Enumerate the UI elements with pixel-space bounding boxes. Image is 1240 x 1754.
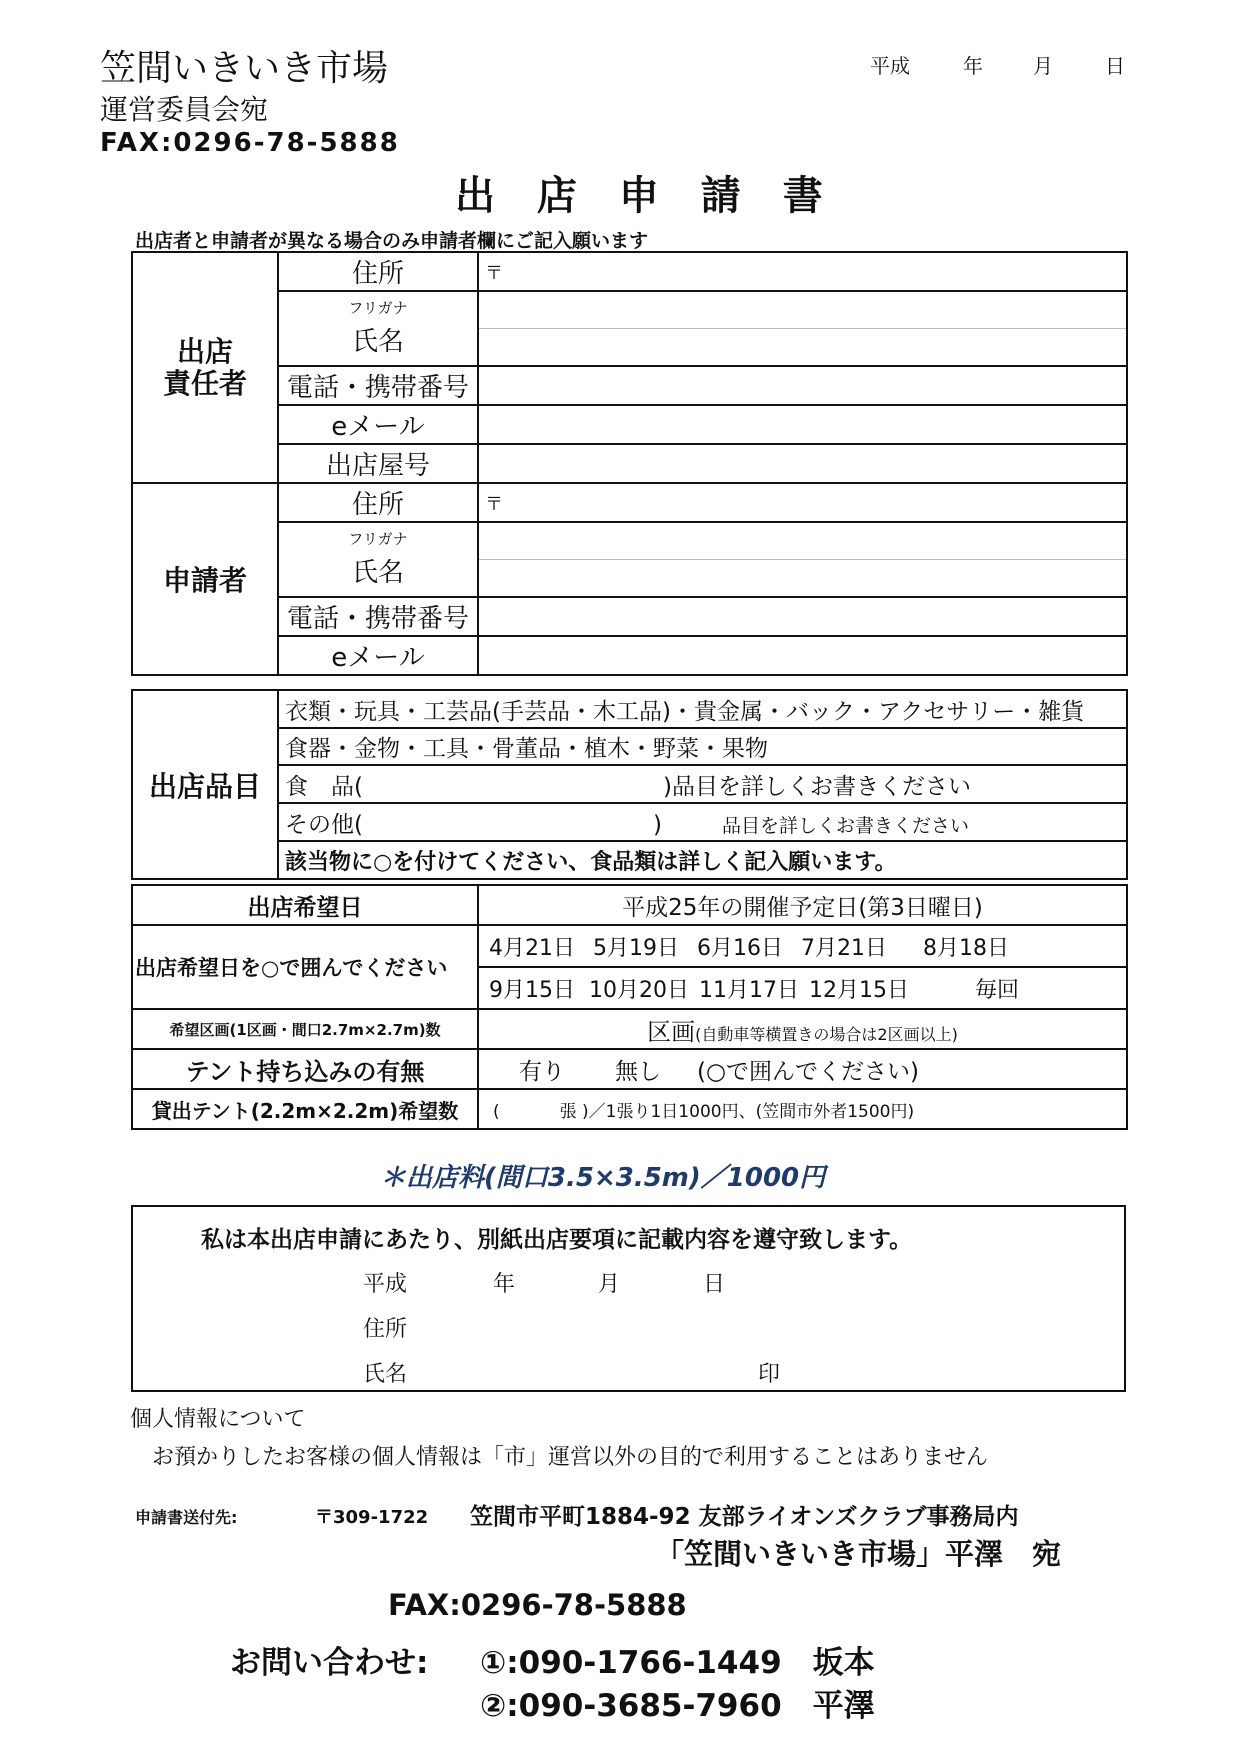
schedule-circle-label: 出店希望日を○で囲んでください [132,925,478,1009]
applicant-furigana-field[interactable] [478,522,1127,559]
applicant-email-field[interactable] [478,636,1127,675]
agreement-day: 日 [703,1272,726,1297]
header-date-day: 日 [1105,54,1125,78]
agreement-address-label: 住所 [363,1317,408,1342]
exhibitor-phone-label: 電話・携帯番号 [278,366,478,405]
schedule-table [131,884,1128,1130]
exhibitor-name-label [278,291,478,366]
applicant-name-text: 氏名 [351,557,404,588]
contact-2: ②:090-3685-7960 平澤 [480,1688,875,1724]
food-prefix: 食 品( [285,773,363,800]
plot-unit: 区画 [647,1017,696,1046]
items-section-label: 出店品目 [132,690,278,879]
applicant-section-label: 申請者 [132,483,278,675]
date-option[interactable]: 12月15日 [809,977,909,1003]
date-option[interactable]: 8月18日 [923,935,1009,961]
tent-field [478,1049,1127,1089]
fee-note: ＊出店料(間口3.5×3.5m)／1000円 [380,1163,826,1193]
exhibitor-label-line2: 責任者 [162,366,247,400]
tent-label: テント持ち込みの有無 [132,1049,478,1089]
exhibitor-label-line1: 出店 [176,334,233,368]
privacy-title: 個人情報について [130,1407,306,1432]
items-row-tools[interactable]: 食器・金物・工具・骨董品・植木・野菜・果物 [278,728,1127,765]
rental-tent-field[interactable] [478,1089,1127,1129]
send-to-postal: 〒309-1722 [315,1507,429,1528]
exhibitor-name-field[interactable] [478,328,1127,366]
plot-note: (自動車等横置きの場合は2区画以上) [695,1024,958,1044]
agreement-box [131,1205,1126,1392]
items-instruction: 該当物に○を付けてください、食品類は詳しく記入願います。 [278,841,1127,879]
exhibitor-section-label [132,252,278,483]
contact-table [131,251,1128,676]
schedule-header-value: 平成25年の開催予定日(第3日曜日) [478,885,1127,925]
exhibitor-phone-field[interactable] [478,366,1127,405]
market-name: 笠間いきいき市場 [100,48,389,89]
header-date-month: 月 [1033,54,1053,78]
agreement-seal-label: 印 [758,1362,781,1387]
rental-tent-label: 貸出テント(2.2m×2.2m)希望数 [132,1089,478,1129]
header-date-year: 年 [963,54,983,78]
schedule-dates-row2 [478,967,1127,1009]
postal-mark: 〒 [485,493,503,515]
agreement-month: 月 [598,1272,621,1297]
items-row-general[interactable]: 衣類・玩具・工芸品(手芸品・木工品)・貴金属・バック・アクセサリー・雑貨 [278,690,1127,728]
date-option-every-time[interactable]: 毎回 [975,977,1020,1003]
date-option[interactable]: 7月21日 [801,935,887,961]
contact-1: ①:090-1766-1449 坂本 [480,1645,875,1681]
applicant-phone-label: 電話・携帯番号 [278,597,478,636]
send-to-recipient: 「笠間いきいき市場」平澤 宛 [655,1537,1062,1571]
footer-fax: FAX:0296-78-5888 [388,1588,687,1622]
addressee: 運営委員会宛 [100,93,269,126]
exhibitor-name-text: 氏名 [351,326,404,357]
date-option[interactable]: 10月20日 [589,977,689,1003]
applicant-address-field[interactable] [478,483,1127,522]
schedule-header-label: 出店希望日 [132,885,478,925]
privacy-text: お預かりしたお客様の個人情報は「市」運営以外の目的で利用することはありません [152,1445,989,1470]
exhibitor-furigana-label: フリガナ [348,298,408,317]
header-date-era: 平成 [870,54,910,78]
exhibitor-shop-name-label: 出店屋号 [278,444,478,483]
agreement-name-label: 氏名 [363,1362,408,1387]
exhibitor-shop-name-field[interactable] [478,444,1127,483]
rental-value: 張 )／1張り1日1000円、(笠間市外者1500円) [559,1101,915,1122]
items-row-other[interactable] [278,803,1127,841]
contact-label: お問い合わせ: [230,1645,429,1681]
date-option[interactable]: 11月17日 [699,977,799,1003]
exhibitor-furigana-field[interactable] [478,291,1127,328]
tent-note: (○で囲んでください) [697,1058,920,1085]
food-suffix: )品目を詳しくお書きください [662,773,971,800]
tent-yes-option[interactable]: 有り [519,1058,565,1085]
exhibitor-email-field[interactable] [478,405,1127,444]
other-close: ) [652,811,662,838]
agreement-year: 年 [493,1272,516,1297]
rental-open: ( [493,1101,500,1122]
items-table [131,689,1128,880]
exhibitor-email-label: eメール [278,405,478,444]
schedule-dates-row1 [478,925,1127,967]
send-to-address: 笠間市平町1884-92 友部ライオンズクラブ事務局内 [470,1504,1019,1530]
plot-field[interactable] [478,1009,1127,1049]
agreement-era: 平成 [363,1272,408,1297]
applicant-address-label: 住所 [278,483,478,522]
other-prefix: その他( [285,811,363,838]
header-fax: FAX:0296-78-5888 [100,128,400,158]
postal-mark: 〒 [485,262,503,284]
items-row-food[interactable] [278,765,1127,803]
applicant-email-label: eメール [278,636,478,675]
applicant-name-field[interactable] [478,559,1127,597]
date-option[interactable]: 4月21日 [489,935,575,961]
date-option[interactable]: 5月19日 [593,935,679,961]
other-suffix: 品目を詳しくお書きください [721,814,969,837]
applicant-name-label [278,522,478,597]
date-option[interactable]: 9月15日 [489,977,575,1003]
applicant-furigana-label: フリガナ [348,529,408,548]
tent-no-option[interactable]: 無し [615,1058,661,1085]
exhibitor-address-label: 住所 [278,252,478,291]
agreement-statement: 私は本出店申請にあたり、別紙出店要項に記載内容を遵守致します。 [201,1227,913,1253]
date-option[interactable]: 6月16日 [697,935,783,961]
plot-label: 希望区画(1区画・間口2.7m×2.7m)数 [132,1009,478,1049]
instruction-note: 出店者と申請者が異なる場合のみ申請者欄にご記入願います [135,230,649,252]
page-title: 出 店 申 請 書 [455,173,837,219]
send-to-label: 申請書送付先: [135,1508,238,1527]
exhibitor-address-field[interactable] [478,252,1127,291]
applicant-phone-field[interactable] [478,597,1127,636]
